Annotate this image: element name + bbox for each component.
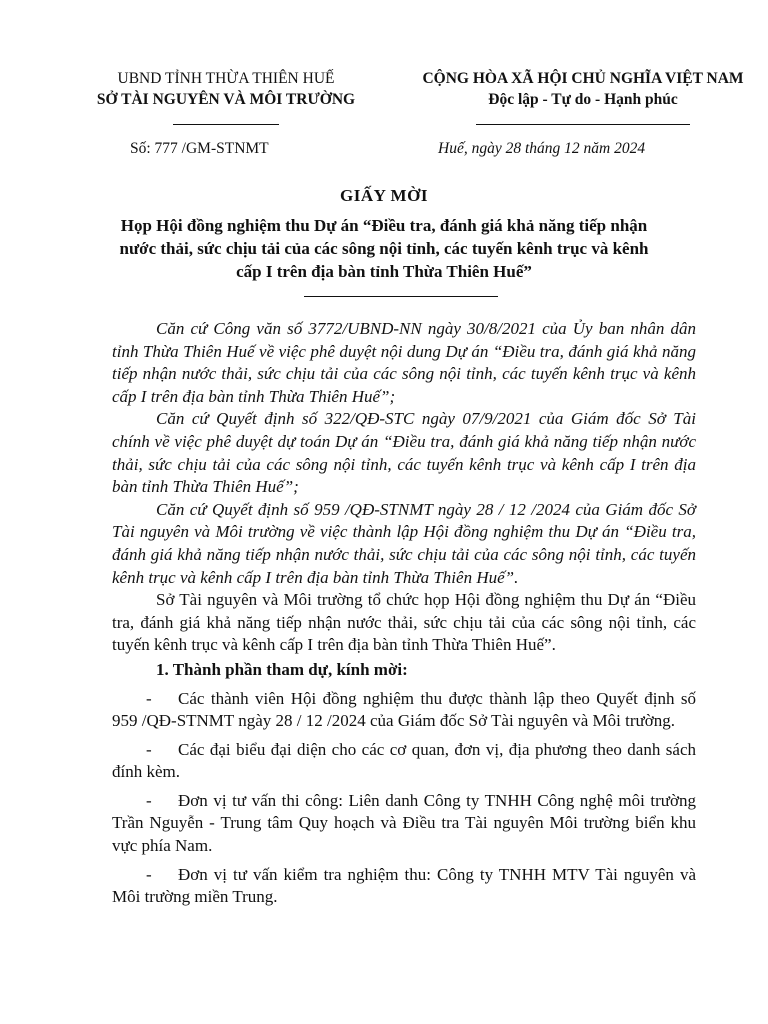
attendee-text: Đơn vị tư vấn thi công: Liên danh Công ty TNHH Công nghệ môi trường Trần Nguyễn - Trung tâm Quy hoạch và Điều tra Tài nguyên Môi trường biển khu vực phía Nam. <box>112 790 696 856</box>
document-date: Huế, ngày 28 tháng 12 năm 2024 <box>438 140 646 157</box>
dash-marker: - <box>146 864 152 884</box>
legal-basis-1: Căn cứ Công văn số 3772/UBND-NN ngày 30/8/2021 của Ủy ban nhân dân tỉnh Thừa Thiên Huế về việc phê duyệt nội dung Dự án “Điều tra, đánh giá khả năng tiếp nhận nước thải, sức chịu tải của các sông nội tỉnh, các tuyến kênh trục và kênh cấp I trên địa bàn tỉnh Thừa Thiên Huế”; <box>112 319 696 406</box>
dash-marker: - <box>146 739 152 759</box>
document-title: GIẤY MỜI <box>340 186 428 205</box>
legal-basis-3: Căn cứ Quyết định số 959 /QĐ-STNMT ngày 28 / 12 /2024 của Giám đốc Sở Tài nguyên và Môi trường về việc thành lập Hội đồng nghiệm thu Dự án “Điều tra, đánh giá khả năng tiếp nhận nước thải, sức chịu tải của các sông nội tỉnh, các tuyến kênh trục và kênh cấp I trên địa bàn tỉnh Thừa Thiên Huế”. <box>112 499 696 587</box>
attendee-item <box>112 688 696 733</box>
attendee-text: Đơn vị tư vấn kiểm tra nghiệm thu: Công ty TNHH MTV Tài nguyên và Môi trường miền Trung. <box>112 864 696 907</box>
attendee-item <box>112 864 696 909</box>
issuer-org: SỞ TÀI NGUYÊN VÀ MÔI TRƯỜNG <box>96 91 356 108</box>
subject-underline <box>304 296 498 297</box>
document-number: Số: 777 /GM-STNMT <box>130 140 269 157</box>
issuer-underline <box>173 124 279 125</box>
national-motto-block <box>378 68 768 125</box>
meeting-statement: Sở Tài nguyên và Môi trường tổ chức họp Hội đồng nghiệm thu Dự án “Điều tra, đánh giá khả năng tiếp nhận nước thải, sức chịu tải của các sông nội tỉnh, các tuyến kênh trục và kênh cấp I trên địa bàn tỉnh Thừa Thiên Huế”. <box>112 590 696 655</box>
issuer-parent-org: UBND TỈNH THỪA THIÊN HUẾ <box>117 70 335 87</box>
document-body <box>112 318 696 909</box>
document-subject: Họp Hội đồng nghiệm thu Dự án “Điều tra, đánh giá khả năng tiếp nhận nước thải, sức chịu tải của các sông nội tỉnh, các tuyến kênh trục và kênh cấp I trên địa bàn tỉnh Thừa Thiên Huế” <box>119 216 649 281</box>
legal-basis-2: Căn cứ Quyết định số 322/QĐ-STC ngày 07/9/2021 của Giám đốc Sở Tài chính về việc phê duyệt dự toán Dự án “Điều tra, đánh giá khả năng tiếp nhận nước thải, sức chịu tải của các sông nội tỉnh, các tuyến kênh trục và kênh cấp I trên địa bàn tỉnh Thừa Thiên Huế”; <box>112 409 696 497</box>
motto-underline <box>476 124 690 125</box>
national-motto: Độc lập - Tự do - Hạnh phúc <box>488 91 678 108</box>
attendee-item <box>112 790 696 858</box>
dash-marker: - <box>146 790 152 810</box>
attendee-item <box>112 739 696 784</box>
national-name: CỘNG HÒA XÃ HỘI CHỦ NGHĨA VIỆT NAM <box>422 70 744 87</box>
attendee-text: Các thành viên Hội đồng nghiệm thu được thành lập theo Quyết định số 959 /QĐ-STNMT ngày 28 / 12 /2024 của Giám đốc Sở Tài nguyên và Môi trường. <box>112 688 696 731</box>
attendee-text: Các đại biểu đại diện cho các cơ quan, đơn vị, địa phương theo danh sách đính kèm. <box>112 739 696 782</box>
dash-marker: - <box>146 688 152 708</box>
section-1-heading: 1. Thành phần tham dự, kính mời: <box>156 659 408 679</box>
issuer-block <box>66 68 386 125</box>
